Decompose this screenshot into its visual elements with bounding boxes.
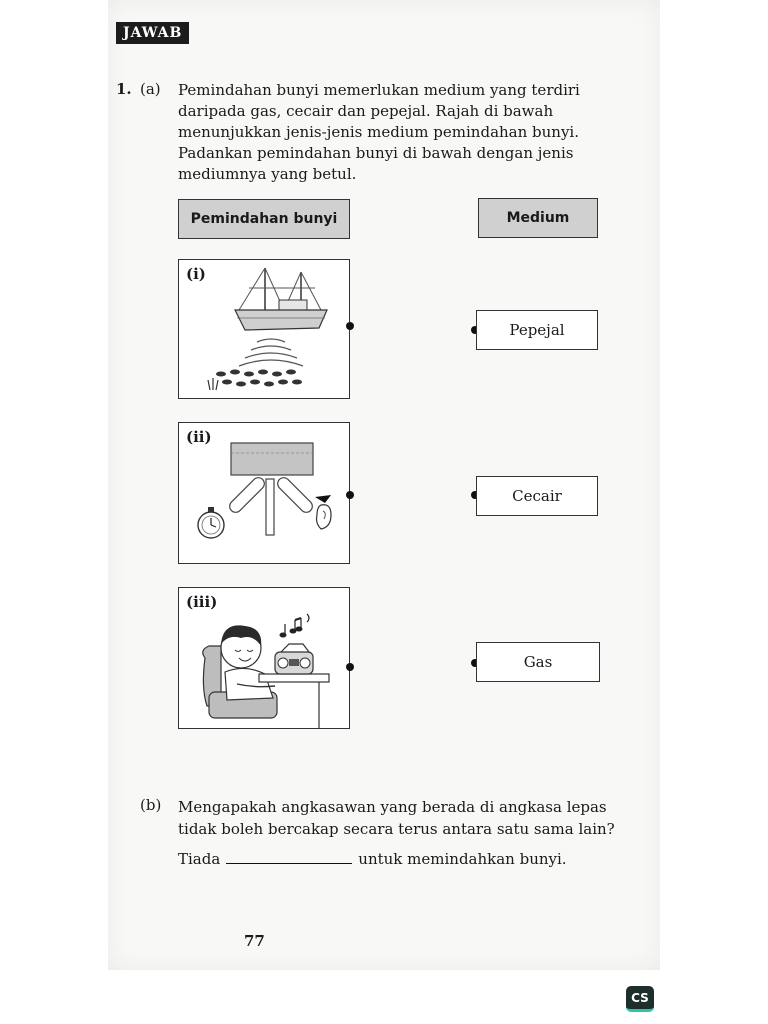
header-medium: Medium xyxy=(478,198,598,238)
medium-box-cecair: Cecair xyxy=(476,476,598,516)
question-line: menunjukkan jenis-jenis medium pemindahan bunyi. xyxy=(178,123,580,141)
part-b-answer xyxy=(178,849,567,868)
question-line: daripada gas, cecair dan pepejal. Rajah di bawah xyxy=(178,102,554,120)
picture-label: (iii) xyxy=(186,593,218,611)
question-part-b-label: (b) xyxy=(140,796,162,814)
picture-box-iii xyxy=(178,587,350,729)
page-number: 77 xyxy=(244,932,265,950)
match-point-picture-i[interactable] xyxy=(346,322,354,330)
part-b-question-text xyxy=(178,796,615,840)
answer-suffix: untuk memindahkan bunyi. xyxy=(358,850,567,868)
table-stopwatch-ear-icon xyxy=(179,423,351,565)
camscanner-logo-icon: CS xyxy=(626,986,654,1012)
picture-label: (i) xyxy=(186,265,206,283)
question-line: Padankan pemindahan bunyi di bawah dengan jenis xyxy=(178,144,574,162)
section-tag: JAWAB xyxy=(116,22,189,44)
medium-box-gas: Gas xyxy=(476,642,600,682)
header-sound-transfer: Pemindahan bunyi xyxy=(178,199,350,239)
answer-blank[interactable] xyxy=(226,849,352,864)
answer-prefix: Tiada xyxy=(178,850,221,868)
question-number: 1. xyxy=(116,80,132,98)
part-b-line: Mengapakah angkasawan yang berada di angkasa lepas xyxy=(178,798,607,816)
picture-box-ii xyxy=(178,422,350,564)
medium-box-pepejal: Pepejal xyxy=(476,310,598,350)
picture-label: (ii) xyxy=(186,428,212,446)
picture-box-i xyxy=(178,259,350,399)
question-text xyxy=(178,80,578,185)
boy-listening-radio-icon xyxy=(179,588,351,730)
match-point-picture-ii[interactable] xyxy=(346,491,354,499)
question-line: Pemindahan bunyi memerlukan medium yang terdiri xyxy=(178,81,580,99)
question-line: mediumnya yang betul. xyxy=(178,165,357,183)
question-part-a-label: (a) xyxy=(140,80,161,98)
part-b-line: tidak boleh bercakap secara terus antara satu sama lain? xyxy=(178,820,615,838)
match-point-picture-iii[interactable] xyxy=(346,663,354,671)
fishing-boat-sonar-icon xyxy=(179,260,351,400)
